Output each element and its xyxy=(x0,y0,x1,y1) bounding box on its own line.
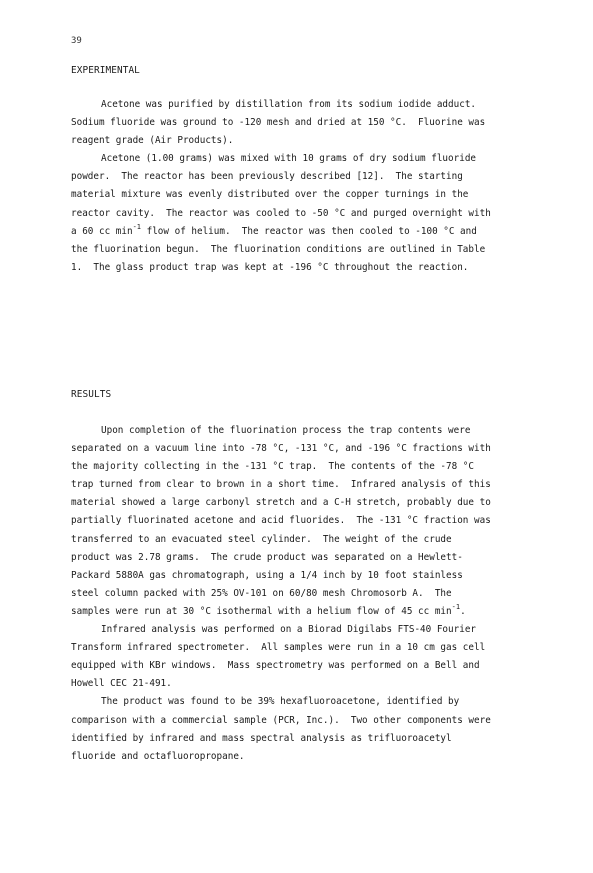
paragraph-line: Acetone was purified by distillation from its sodium iodide adduct. xyxy=(101,99,477,110)
paragraph-line: reagent grade (Air Products). xyxy=(71,135,234,147)
paragraph-line: material mixture was evenly distributed over the copper turnings in the xyxy=(71,189,469,201)
paragraph-line: identified by infrared and mass spectral analysis as trifluoroacetyl xyxy=(71,732,452,744)
superscript-exponent: -1 xyxy=(132,222,142,231)
paragraph-line: the fluorination begun. The fluorination conditions are outlined in Table xyxy=(71,243,486,255)
paragraph-line: powder. The reactor has been previously described [12]. The starting xyxy=(71,171,463,183)
paragraph-line: equipped with KBr windows. Mass spectrometry was performed on a Bell and xyxy=(71,660,480,672)
paragraph-line: comparison with a commercial sample (PCR, Inc.). Two other components were xyxy=(71,714,491,726)
paragraph-line: Transform infrared spectrometer. All samples were run in a 10 cm gas cell xyxy=(71,642,486,654)
line-text: samples were run at 30 °C isothermal with a helium flow of 45 cc min xyxy=(71,605,452,617)
paragraph-line: transferred to an evacuated steel cylinder. The weight of the crude xyxy=(71,533,452,545)
paragraph-line: Infrared analysis was performed on a Biorad Digilabs FTS-40 Fourier xyxy=(101,624,477,636)
paragraph-line: steel column packed with 25% OV-101 on 60/80 mesh Chromosorb A. The xyxy=(71,587,452,599)
paragraph-line: material showed a large carbonyl stretch and a C-H stretch, probably due to xyxy=(71,497,491,509)
paragraph-line: the majority collecting in the -131 °C trap. The contents of the -78 °C xyxy=(71,461,474,473)
paragraph-line: partially fluorinated acetone and acid fluorides. The -131 °C fraction was xyxy=(71,515,491,527)
paragraph-line: reactor cavity. The reactor was cooled to -50 °C and purged overnight with xyxy=(71,207,491,219)
paragraph-line: Sodium fluoride was ground to -120 mesh and dried at 150 °C. Fluorine was xyxy=(71,117,486,129)
paragraph-line: Upon completion of the fluorination process the trap contents were xyxy=(101,425,471,436)
line-text: flow of helium. The reactor was then cooled to -100 °C and xyxy=(141,225,477,237)
results-section xyxy=(71,422,527,766)
paragraph-line: Acetone (1.00 grams) was mixed with 10 grams of dry sodium fluoride xyxy=(101,153,477,165)
superscript-exponent: -1 xyxy=(451,602,461,611)
line-text: . xyxy=(460,605,466,617)
paragraph-line: 1. The glass product trap was kept at -196 °C throughout the reaction. xyxy=(71,261,469,273)
results-heading: RESULTS xyxy=(71,389,112,400)
paragraph-line: trap turned from clear to brown in a short time. Infrared analysis of this xyxy=(71,479,491,491)
line-text: a 60 cc min xyxy=(71,225,133,237)
experimental-heading: EXPERIMENTAL xyxy=(71,65,140,76)
paragraph-line: The product was found to be 39% hexafluoroacetone, identified by xyxy=(101,696,460,708)
page-number: 39 xyxy=(71,36,82,46)
paragraph-line xyxy=(71,223,527,241)
paragraph-line xyxy=(71,603,527,621)
paragraph-line: fluoride and octafluoropropane. xyxy=(71,750,245,762)
paragraph-line: Packard 5880A gas chromatograph, using a 1/4 inch by 10 foot stainless xyxy=(71,569,463,581)
paragraph-line: product was 2.78 grams. The crude product was separated on a Hewlett- xyxy=(71,551,463,563)
paragraph-line: Howell CEC 21-491. xyxy=(71,678,172,690)
experimental-section xyxy=(71,96,527,277)
paragraph-line: separated on a vacuum line into -78 °C, -131 °C, and -196 °C fractions with xyxy=(71,443,491,455)
